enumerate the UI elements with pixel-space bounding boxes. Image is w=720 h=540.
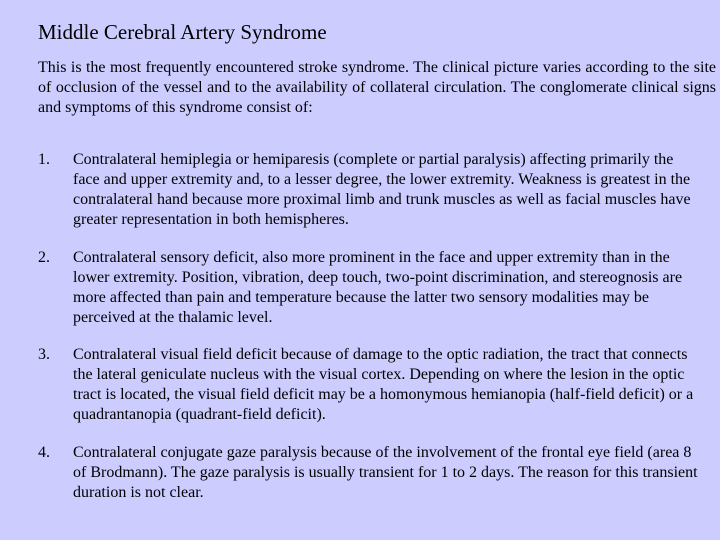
intro-paragraph: This is the most frequently encountered stroke syndrome. The clinical picture varies according to the site of occlusion of the vessel and to the availability of collateral circulation. The conglomerate clinical signs and symptoms of this syndrome consist of: — [38, 59, 716, 116]
list-item-text: Contralateral hemiplegia or hemiparesis (complete or partial paralysis) affecting primarily the face and upper extremity and, to a lesser degree, the lower extremity. Weakness is greatest in the contralateral hand because more proximal limb and trunk muscles as well as facial muscles have greater representation in both hemispheres. — [73, 151, 691, 228]
list-item-number: 2. — [38, 249, 50, 266]
list-item-number: 1. — [38, 151, 50, 168]
list-item-text: Contralateral conjugate gaze paralysis because of the involvement of the frontal eye field (area 8 of Brodmann). The gaze paralysis is usually transient for 1 to 2 days. The reason for this transient duration is not clear. — [73, 444, 698, 501]
list-item-text: Contralateral visual field deficit because of damage to the optic radiation, the tract that connects the lateral geniculate nucleus with the visual cortex. Depending on where the lesion in the optic tract is located, the visual field deficit may be a homonymous hemianopia (half-field deficit) or a quadrantanopia (quadrant-field deficit). — [73, 346, 694, 423]
list-item-number: 3. — [38, 346, 50, 363]
slide-title: Middle Cerebral Artery Syndrome — [38, 20, 327, 44]
list-item-number: 4. — [38, 444, 50, 461]
list-item-text: Contralateral sensory deficit, also more prominent in the face and upper extremity than in the lower extremity. Position, vibration, deep touch, two-point discrimination, and stereognosis are more affected than pain and temperature because the latter two sensory modalities may be perceived at the thalamic level. — [73, 249, 683, 326]
